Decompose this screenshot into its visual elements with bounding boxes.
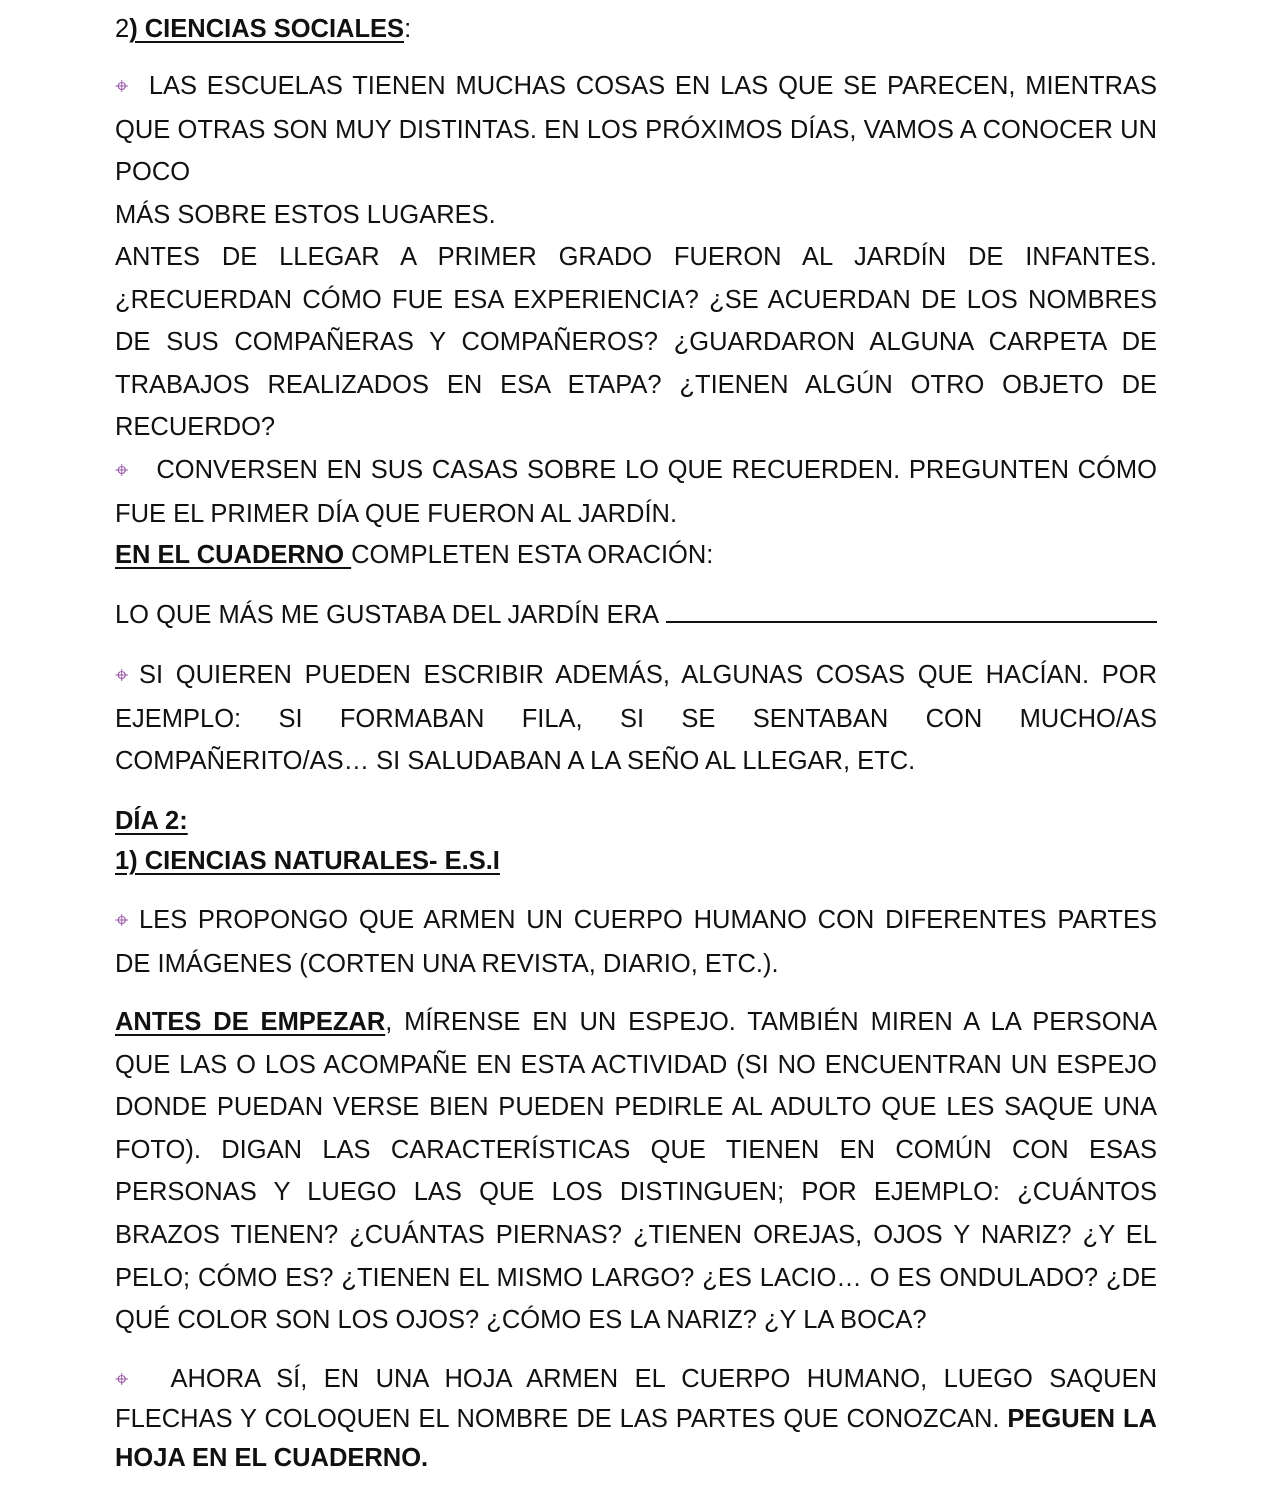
section-colon: : xyxy=(404,15,412,43)
bullet-1-text-1: LAS ESCUELAS TIENEN MUCHAS COSAS EN LAS QUE SE PARECEN, MIENTRAS xyxy=(148,72,1157,100)
bullet-1-line-2: QUE OTRAS SON MUY DISTINTAS. EN LOS PRÓXIMOS DÍAS, VAMOS A CONOCER UN xyxy=(115,115,1157,144)
naturales-bullet-1 xyxy=(115,899,1157,985)
sentence-text: LO QUE MÁS ME GUSTABA DEL JARDÍN ERA xyxy=(115,601,660,629)
naturales-bullet-2-text: AHORA SÍ, EN UNA HOJA ARMEN EL CUERPO HUMANO, LUEGO SAQUEN FLECHAS Y COLOQUEN EL NOMBRE DE LAS PARTES QUE CONOZCAN. xyxy=(115,1365,1157,1433)
bullet-1-line-1 xyxy=(115,65,1157,109)
section-title-sociales xyxy=(115,8,1157,51)
complete-sentence xyxy=(115,594,1157,637)
section-number: 2 xyxy=(115,15,130,43)
section-title: ) CIENCIAS SOCIALES xyxy=(129,15,405,43)
antes-de-empezar-label: ANTES DE EMPEZAR xyxy=(115,1008,386,1036)
ciencias-naturales-heading-text: 1) CIENCIAS NATURALES- E.S.I xyxy=(115,847,500,875)
dia-2-heading xyxy=(115,800,1157,843)
crosshair-bullet-icon: ⌖ xyxy=(115,457,129,484)
crosshair-bullet-icon: ⌖ xyxy=(115,73,129,100)
sociales-bullet-2 xyxy=(115,449,1157,535)
cuaderno-instruction xyxy=(115,534,1157,577)
dia-2-heading-text: DÍA 2: xyxy=(115,807,188,835)
cuaderno-text: COMPLETEN ESTA ORACIÓN: xyxy=(351,541,714,569)
naturales-bullet-2-bold: PEGUEN LA HOJA EN EL CUADERNO. xyxy=(115,1404,1157,1472)
mas-sobre-line: MÁS SOBRE ESTOS LUGARES. xyxy=(115,200,496,229)
sociales-bullet-3 xyxy=(115,654,1157,783)
bullet-1-line-3: POCO xyxy=(115,158,191,187)
crosshair-bullet-icon: ⌖ xyxy=(115,1366,129,1393)
ciencias-naturales-heading xyxy=(115,840,1157,883)
answer-blank-line xyxy=(666,599,1157,623)
naturales-bullet-1-text: LES PROPONGO QUE ARMEN UN CUERPO HUMANO CON DIFERENTES PARTES DE IMÁGENES (CORTEN UNA REVISTA, DIARIO, ETC.). xyxy=(115,906,1157,978)
antes-de-llegar-paragraph: ANTES DE LLEGAR A PRIMER GRADO FUERON AL JARDÍN DE INFANTES. ¿RECUERDAN CÓMO FUE ESA EXPERIENCIA? ¿SE ACUERDAN DE LOS NOMBRES DE SUS COMPAÑERAS Y COMPAÑEROS? ¿GUARDARON ALGUNA CARPETA DE TRABAJOS REALIZADOS EN ESA ETAPA? ¿TIENEN ALGÚN OTRO OBJETO DE RECUERDO? xyxy=(115,243,1157,442)
antes-de-empezar-text: , MÍRENSE EN UN ESPEJO. TAMBIÉN MIREN A LA PERSONA QUE LAS O LOS ACOMPAÑE EN ESTA ACTIVIDAD (SI NO ENCUENTRAN UN ESPEJO DONDE PUEDAN VERSE BIEN PUEDEN PEDIRLE AL ADULTO QUE LES SAQUE UNA FOTO). DIGAN LAS CARACTERÍSTICAS QUE TIENEN EN COMÚN CON ESAS PERSONAS Y LUEGO LAS QUE LOS DISTINGUEN; POR EJEMPLO: ¿CUÁNTOS BRAZOS TIENEN? ¿CUÁNTAS PIERNAS? ¿TIENEN OREJAS, OJOS Y NARIZ? ¿Y EL PELO; CÓMO ES? ¿TIENEN EL MISMO LARGO? ¿ES LACIO… O ES ONDULADO? ¿DE QUÉ COLOR SON LOS OJOS? ¿CÓMO ES LA NARIZ? ¿Y LA BOCA? xyxy=(115,1008,1157,1335)
sociales-bullet-1 xyxy=(115,65,1157,236)
bullet-2-text: CONVERSEN EN SUS CASAS SOBRE LO QUE RECUERDEN. PREGUNTEN CÓMO FUE EL PRIMER DÍA QUE FUERON AL JARDÍN. xyxy=(115,456,1158,528)
naturales-bullet-2 xyxy=(115,1360,1157,1479)
crosshair-bullet-icon: ⌖ xyxy=(115,662,129,689)
crosshair-bullet-icon: ⌖ xyxy=(115,907,129,934)
bullet-3-text: SI QUIEREN PUEDEN ESCRIBIR ADEMÁS, ALGUNAS COSAS QUE HACÍAN. POR EJEMPLO: SI FORMABAN FILA, SI SE SENTABAN CON MUCHO/AS COMPAÑERITO/AS… SI SALUDABAN A LA SEÑO AL LLEGAR, ETC. xyxy=(115,661,1157,776)
antes-de-empezar-paragraph xyxy=(115,1001,1157,1342)
cuaderno-label: EN EL CUADERNO xyxy=(115,541,352,569)
